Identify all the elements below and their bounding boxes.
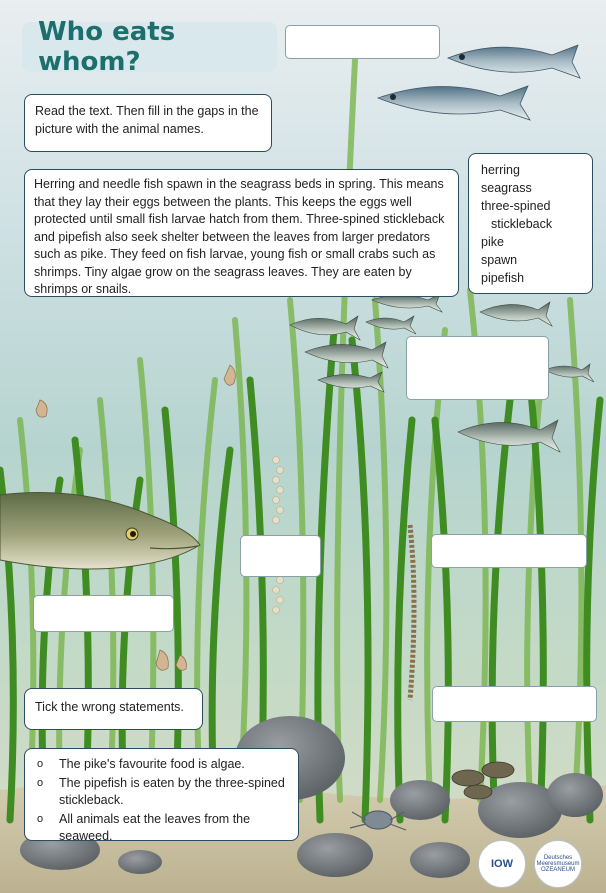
answer-blank-pike[interactable] xyxy=(33,595,174,632)
herring-2 xyxy=(378,86,530,120)
title-panel xyxy=(22,17,277,77)
pipefish xyxy=(410,525,414,700)
fill-instruction-text: Read the text. Then fill in the gaps in the picture with the animal names. xyxy=(35,104,259,136)
word-list-item: stickleback xyxy=(491,217,553,231)
statement-item[interactable] xyxy=(37,811,288,846)
answer-blank-stickleback[interactable] xyxy=(406,336,549,400)
answer-blank-pipefish[interactable] xyxy=(431,534,587,568)
meeresmuseum-logo-text: Deutsches Meeresmuseum OZEANEUM xyxy=(536,855,580,873)
answer-blank-seagrass[interactable] xyxy=(432,686,597,722)
story-text-box xyxy=(24,169,459,297)
statement-text: All animals eat the leaves from the seaweed. xyxy=(59,811,251,843)
tick-instruction-text: Tick the wrong statements. xyxy=(35,700,184,714)
herring-1 xyxy=(448,45,580,78)
statements-box xyxy=(24,748,299,841)
statement-item[interactable] xyxy=(37,756,288,774)
statement-text: The pipefish is eaten by the three-spined stickleback. xyxy=(59,775,285,807)
page-title: Who eats whom? xyxy=(38,17,176,77)
iow-logo xyxy=(478,840,526,888)
story-text: Herring and needle fish spawn in the seagrass beds in spring. This means that they lay their eggs between the plants. This keeps the eggs well protected until small fish larvae hatch from them. Three-spined stickleback and pipefish also seek shelter between the leaves from larger predators such as pike. They feed on fish larvae, young fish or small crabs such as shrimps. Tiny algae grow on the seagrass leaves. They are eaten by shrimps or snails. xyxy=(34,177,445,296)
meeresmuseum-logo xyxy=(534,840,582,888)
answer-blank-herring[interactable] xyxy=(285,25,440,59)
statements-list xyxy=(25,749,298,854)
word-list-item: three-spined xyxy=(481,199,551,213)
checkbox-circle-icon[interactable]: o xyxy=(37,776,44,789)
statement-item[interactable] xyxy=(37,775,288,810)
tick-instruction-box xyxy=(24,688,203,730)
checkbox-circle-icon[interactable]: o xyxy=(37,758,44,770)
word-list-item: herring xyxy=(481,163,520,177)
word-list-item: pike xyxy=(481,235,504,249)
iow-logo-text: IOW xyxy=(491,858,513,870)
checkbox-circle-icon[interactable]: o xyxy=(37,812,44,825)
word-list-item: seagrass xyxy=(481,181,532,195)
answer-blank-eggs[interactable] xyxy=(240,535,321,577)
word-list-item: pipefish xyxy=(481,271,525,285)
word-list-box xyxy=(468,153,593,294)
fill-instruction-box xyxy=(24,94,272,152)
word-list-item: spawn xyxy=(481,253,518,267)
statement-text: The pike's favourite food is algae. xyxy=(59,757,245,771)
